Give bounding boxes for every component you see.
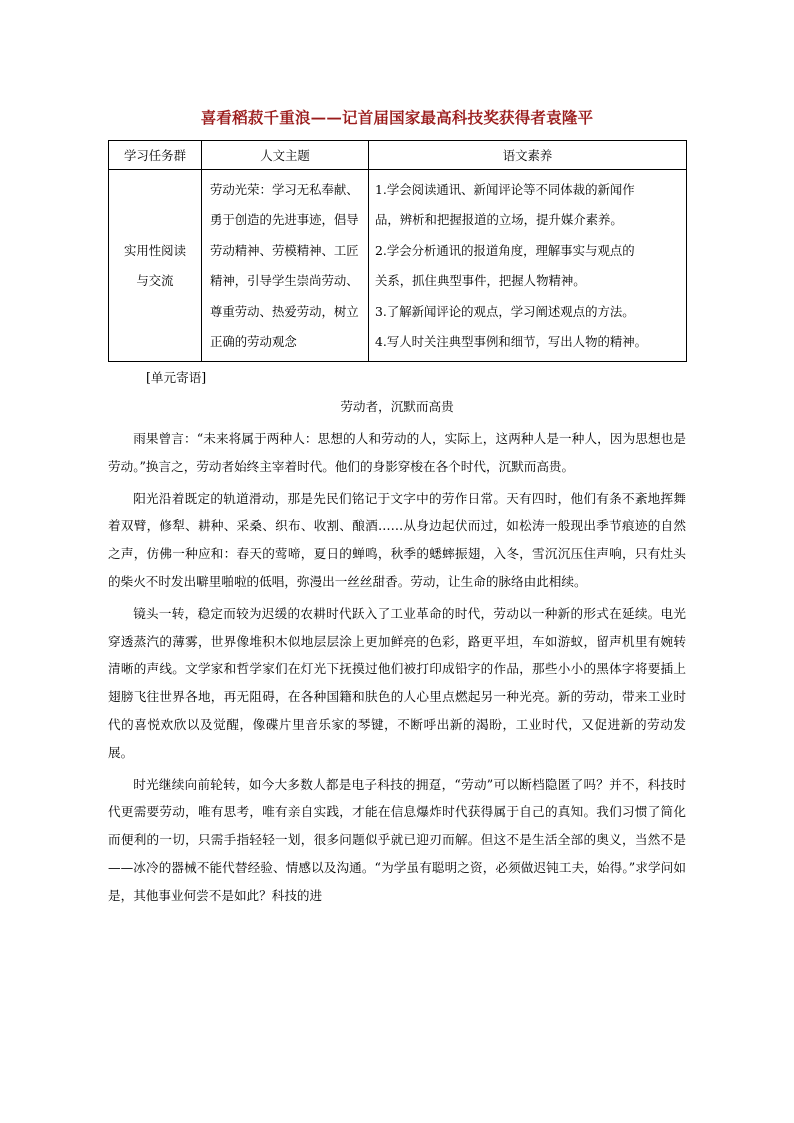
article-title: 喜看稻菽千重浪——记首届国家最高科技奖获得者袁隆平	[200, 108, 594, 127]
table-header-row	[109, 141, 687, 170]
essay-title: 劳动者，沉默而高贵	[340, 399, 454, 414]
literacy-line: 2.学会分析通讯的报道角度，理解事实与观点的	[375, 242, 635, 258]
table-row	[109, 170, 687, 362]
essay-paragraph: 阳光沿着既定的轨道滑动，那是先民们铭记于文字中的劳作日常。天有四时，他们有条不紊地挥舞着双臂，修犁、耕种、采桑、织布、收割、酿酒……从身边起伏而过，如松涛一般现出季节痕迹的自然之声，仿佛一种应和：春天的莺啼，夏日的蝉鸣，秋季的蟋蟀振翅，入冬，雪沉沉压住声响，只有灶头的柴火不时发出噼里啪啦的低唱，弥漫出一丝丝甜香。劳动，让生命的脉络由此相续。	[108, 490, 686, 589]
task-group-line: 与交流	[136, 272, 174, 288]
literacy-line: 3.了解新闻评论的观点，学习阐述观点的方法。	[375, 303, 635, 319]
unit-message-tag: [单元寄语]	[146, 370, 207, 385]
essay-paragraph: 镜头一转，稳定而较为迟缓的农耕时代跃入了工业革命的时代，劳动以一种新的形式在延续。电光穿透蒸汽的薄雾，世界像堆积木似地层层涂上更加鲜亮的色彩，路更平坦，车如游蚁，留声机里有婉转清晰的声线。文学家和哲学家们在灯光下抚摸过他们被打印成铅字的作品，那些小小的黑体字将要插上翅膀飞往世界各地，再无阻碍，在各种国籍和肤色的人心里点燃起另一种光亮。新的劳动，带来工业时代的喜悦欢欣以及觉醒，像碟片里音乐家的琴键，不断呼出新的渴盼，工业时代，又促进新的劳动发展。	[108, 605, 686, 760]
header-task-group: 学习任务群	[109, 141, 202, 170]
task-group-cell	[109, 170, 202, 362]
literacy-line: 1.学会阅读通讯、新闻评论等不同体裁的新闻作	[375, 182, 635, 197]
essay-body	[108, 425, 686, 914]
header-literacy: 语文素养	[369, 141, 687, 170]
task-group-line: 实用性阅读	[124, 242, 186, 258]
literacy-line: 关系，抓住典型事件，把握人物精神。	[375, 273, 586, 289]
literacy-line: 4.写人时关注典型事例和细节，写出人物的精神。	[375, 334, 648, 350]
header-theme: 人文主题	[202, 141, 369, 170]
theme-cell: 劳动光荣：学习无私奉献、勇于创造的先进事迹，倡导劳动精神、劳模精神、工匠精神，引导学生崇尚劳动、尊重劳动、热爱劳动，树立正确的劳动观念	[202, 170, 369, 362]
literacy-line: 品，辨析和把握报道的立场，提升媒介素养。	[375, 212, 623, 228]
literacy-cell	[369, 170, 687, 362]
essay-paragraph: 雨果曾言：“未来将属于两种人：思想的人和劳动的人，实际上，这两种人是一种人，因为思想也是劳动。”换言之，劳动者始终主宰着时代。他们的身影穿梭在各个时代，沉默而高贵。	[108, 431, 686, 474]
essay-paragraph: 时光继续向前轮转，如今大多数人都是电子科技的拥趸，“劳动”可以断档隐匿了吗？并不，科技时代更需要劳动，唯有思考，唯有亲自实践，才能在信息爆炸时代获得属于自己的真知。我们习惯了简化而便利的一切，只需手指轻轻一划，很多问题似乎就已迎刃而解。但这不是生活全部的奥义，当然不是——冰冷的器械不能代替经验、情感以及沟通。“为学虽有聪明之资，必须做迟钝工夫，始得。”求学问如是，其他事业何尝不是如此？科技的进	[108, 776, 686, 903]
learning-task-table	[108, 140, 687, 362]
